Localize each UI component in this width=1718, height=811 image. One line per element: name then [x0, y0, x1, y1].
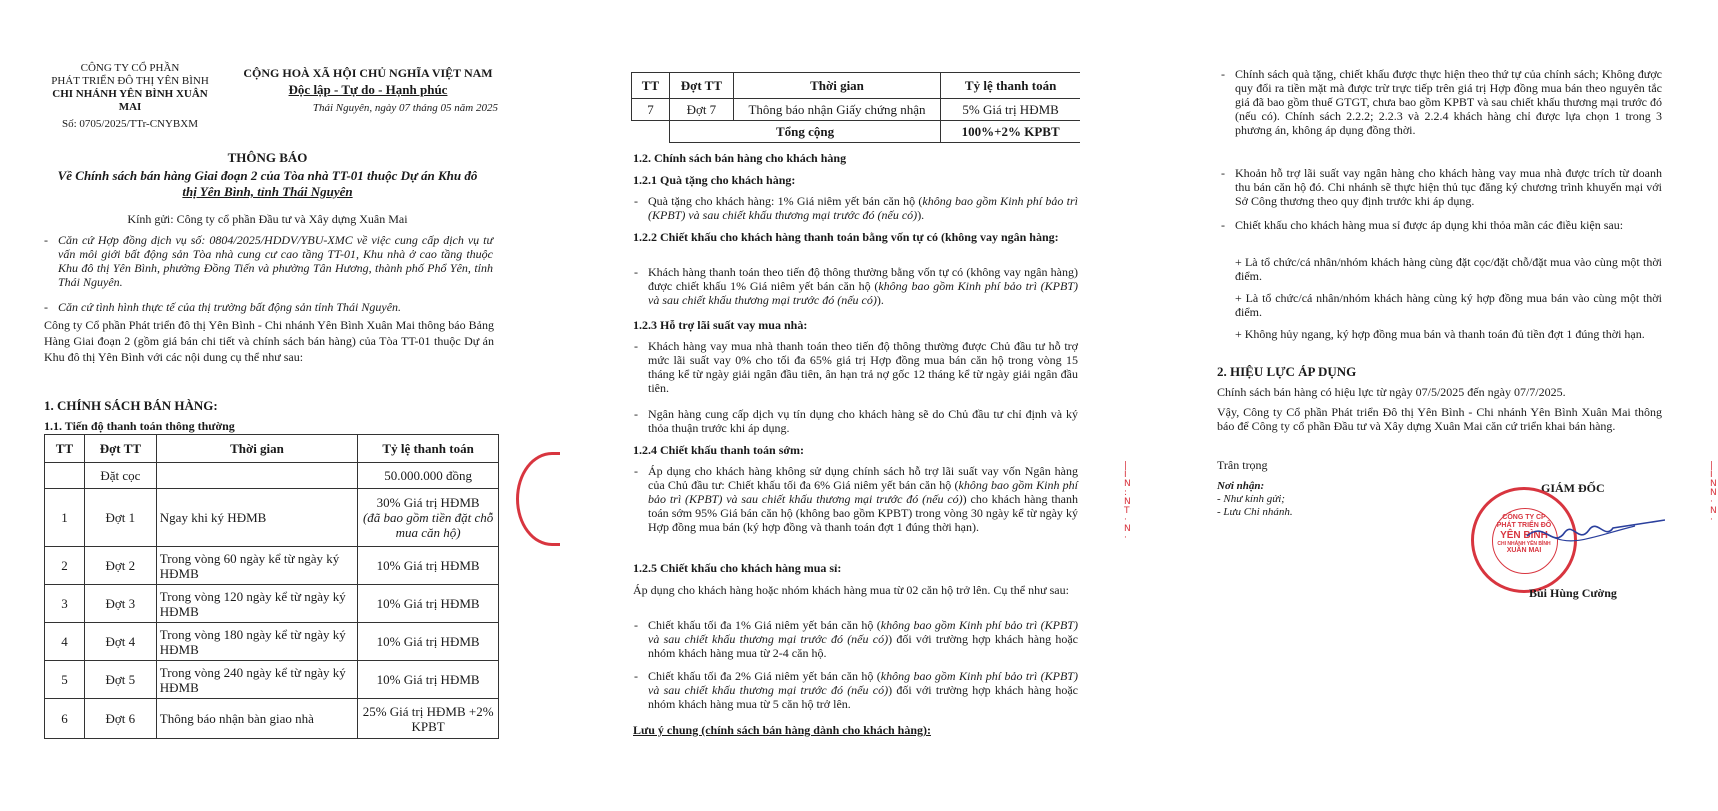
own-text: Khách hàng thanh toán theo tiến độ thông thường bằng vốn tự có (không vay ngân hàng) được chiết khấu 1% Giá niêm yết bán căn hộ ( [648, 265, 1078, 293]
table-cell: Ngay khi ký HĐMB [156, 489, 357, 547]
seal-line: XUÂN MAI [1506, 547, 1542, 554]
table-cell: 50.000.000 đồng [358, 463, 499, 489]
regards: Trân trọng [1217, 458, 1268, 472]
signer-name: Bùi Hùng Cường [1529, 586, 1617, 600]
condition-item: + Không hủy ngang, ký hợp đồng mua bán và thanh toán đủ tiền đợt 1 đúng thời hạn. [1235, 327, 1645, 341]
seal-line: CHI NHÁNH YÊN BÌNH [1497, 541, 1551, 547]
bank-designation-note: - Ngân hàng cung cấp dịch vụ tín dụng cho khách hàng sẽ do Chủ đầu tư chỉ định và ký thỏa thuận trước khi áp dụng. [648, 407, 1078, 435]
own-capital-policy [648, 265, 1078, 307]
document-title: THÔNG BÁO [227, 150, 308, 165]
table-cell: 25% Giá trị HĐMB +2% KPBT [358, 699, 499, 739]
table-header-row [632, 73, 1081, 99]
table-cell: Đợt 3 [84, 585, 156, 623]
seal-edge-mark: | I N N · N · [1710, 461, 1717, 525]
subtitle-line: Về Chính sách bán hàng Giai đoạn 2 của Tòa nhà TT-01 thuộc Dự án Khu đô [57, 168, 478, 183]
table-cell: Đợt 2 [84, 547, 156, 585]
own-end: ). [876, 293, 884, 307]
total-label: Tổng cộng [669, 121, 940, 143]
bulk-text: Chiết khấu tối đa 2% Giá niêm yết bán căn hộ ( [648, 669, 881, 683]
subsection-heading: 1.2.5 Chiết khấu cho khách hàng mua sỉ: [633, 561, 842, 575]
table-header-row [45, 435, 499, 463]
table-row [632, 99, 1081, 121]
table-cell: Trong vòng 60 ngày kể từ ngày ký HĐMB [156, 547, 357, 585]
condition-item: + Là tổ chức/cá nhân/nhóm khách hàng cùng đặt cọc/đặt chỗ/đặt mua vào cùng một thời điểm. [1235, 255, 1662, 283]
recipient-item: - Như kính gửi; [1217, 493, 1285, 505]
table-cell: 7 [632, 99, 670, 121]
table-cell: 4 [45, 623, 85, 661]
bulk-note: không bao gồm Kinh phí bảo trì (KPBT) và sau chiết khấu thương mại trước đó (nếu có) [648, 669, 1078, 697]
table-row [45, 489, 499, 547]
seal-line: YÊN BÌNH [1500, 530, 1548, 541]
bulk-discount-1 [648, 618, 1078, 660]
legal-basis-2: - Căn cứ tình hình thực tế của thị trường bất động sản tỉnh Thái Nguyên. [58, 300, 493, 314]
condition-item: + Là tổ chức/cá nhân/nhóm khách hàng cùng ký hợp đồng mua bán vào cùng một thời điểm. [1235, 291, 1662, 319]
gift-note: không bao gồm Kinh phí bảo trì (KPBT) và sau chiết khấu thương mại trước đó (nếu có) [648, 194, 1078, 222]
loan-support-policy: - Khách hàng vay mua nhà thanh toán theo tiến độ thông thường được Chủ đầu tư hỗ trợ mức lãi suất vay 0% cho tối đa 65% giá trị Hợp đồng mua bán căn hộ trong vòng 15 tháng kể từ ngày giải ngân đầu tiên, ân hạn trả nợ gốc 12 tháng kể từ ngày giải ngân đầu tiên. [648, 339, 1078, 395]
seal-edge-mark: | I N : N T · N · [1124, 461, 1131, 543]
company-line: PHÁT TRIỂN ĐÔ THỊ YÊN BÌNH [51, 75, 209, 87]
table-cell: Đợt 7 [669, 99, 733, 121]
section-heading: 1. CHÍNH SÁCH BÁN HÀNG: [44, 398, 218, 413]
general-note-2: - Khoản hỗ trợ lãi suất vay ngân hàng cho khách hàng vay mua nhà được trích từ doanh thu bán căn hộ đó. Chi nhánh sẽ thực hiện thủ tục đăng ký chương trình khuyến mại với Sở Công thương theo quy định trước khi áp dụng. [1235, 166, 1662, 208]
column-header: Tỷ lệ thanh toán [941, 73, 1080, 99]
table-row [45, 463, 499, 489]
table-cell: 10% Giá trị HĐMB [358, 585, 499, 623]
legal-basis-1: - Căn cứ Hợp đồng dịch vụ số: 0804/2025/HDDV/YBU-XMC về việc cung cấp dịch vụ tư vấn môi giới bất động sản Tòa nhà cung cư cao tầng TT-01, Khu nhà ở cao tầng thuộc Khu đô thị Yên Bình, phường Đồng Tiến và phường Tân Hương, thành phố Phổ Yên, tỉnh Thái Nguyên. [58, 233, 493, 289]
recipient-item: - Lưu Chi nhánh. [1217, 506, 1293, 518]
document-date: Thái Nguyên, ngày 07 tháng 05 năm 2025 [312, 102, 498, 114]
table-row [45, 585, 499, 623]
table-cell: Đợt 1 [84, 489, 156, 547]
subsection-heading: 1.2.4 Chiết khấu thanh toán sớm: [633, 443, 805, 457]
table-cell: Đợt 4 [84, 623, 156, 661]
bulk-end: ) đối với trường hợp khách hàng hoặc nhóm khách hàng mua từ 5 căn hộ trở lên. [648, 683, 1078, 711]
early-end: ) cho khách hàng thanh toán sớm 95% Giá bán căn hộ (không bao gồm KPBT) trong vòng 30 ngày kể từ ngày ký Hợp đồng mua bán (ký hợp đồng và thanh toán đợt 1 đúng thời hạn). [648, 492, 1078, 534]
national-header [238, 66, 498, 115]
own-note: không bao gồm Kinh phí bảo trì (KPBT) và sau chiết khấu thương mại trước đó (nếu có) [648, 279, 1078, 307]
column-header: TT [632, 73, 670, 99]
payment-schedule-table-continued [631, 72, 1080, 143]
bulk-discount-2 [648, 669, 1078, 711]
document-subtitle [40, 168, 495, 200]
table-cell: Thông báo nhận bàn giao nhà [156, 699, 357, 739]
table-cell: 1 [45, 489, 85, 547]
table-row [45, 623, 499, 661]
column-header: Đợt TT [84, 435, 156, 463]
general-note-3: - Chiết khấu cho khách hàng mua sỉ được áp dụng khi thỏa mãn các điều kiện sau: [1235, 218, 1662, 232]
table-row [45, 661, 499, 699]
subsection-heading: 1.2.3 Hỗ trợ lãi suất vay mua nhà: [633, 318, 808, 332]
early-payment-policy [648, 464, 1078, 534]
signature [1515, 500, 1665, 560]
partial-seal [516, 452, 560, 546]
table-cell: 10% Giá trị HĐMB [358, 623, 499, 661]
rate-note: (đã bao gồm tiền đặt chỗ mua căn hộ) [362, 510, 494, 540]
table-cell: 10% Giá trị HĐMB [358, 547, 499, 585]
document-page-1 [40, 0, 560, 811]
column-header: Tỷ lệ thanh toán [358, 435, 499, 463]
table-row [45, 547, 499, 585]
closing-paragraph: Vậy, Công ty Cổ phần Phát triển Đô thị Yên Bình - Chi nhánh Yên Bình Xuân Mai thông báo để Công ty cổ phần Đầu tư và Xây dựng Xuân Mai căn cứ triển khai bán hàng. [1217, 405, 1662, 433]
seal-line: CÔNG TY CP [1502, 514, 1546, 521]
column-header: Đợt TT [669, 73, 733, 99]
document-page-3 [1215, 0, 1665, 811]
signer-title: GIÁM ĐỐC [1541, 481, 1605, 495]
motto: Độc lập - Tự do - Hạnh phúc [288, 82, 448, 97]
payment-schedule-table [44, 434, 499, 739]
table-row [45, 699, 499, 739]
seal-line: PHÁT TRIỂN ĐÔ [1496, 522, 1552, 529]
recipient-line: Kính gửi: Công ty cổ phần Đầu tư và Xây dựng Xuân Mai [127, 212, 408, 226]
recipients-list [1217, 493, 1293, 519]
early-note: không bao gồm Kinh phí bảo trì (KPBT) và sau chiết khấu thương mại trước đó (nếu có) [648, 478, 1078, 506]
table-cell: Đợt 5 [84, 661, 156, 699]
column-header: Thời gian [156, 435, 357, 463]
bulk-text: Chiết khấu tối đa 1% Giá niêm yết bán căn hộ ( [648, 618, 881, 632]
company-header [40, 62, 220, 131]
subtitle-line: thị Yên Bình, tỉnh Thái Nguyên [182, 184, 353, 199]
table-cell: Trong vòng 240 ngày kể từ ngày ký HĐMB [156, 661, 357, 699]
document-page-2 [630, 0, 1080, 811]
gift-end: ). [917, 208, 925, 222]
bulk-note: không bao gồm Kinh phí bảo trì (KPBT) và sau chiết khấu thương mại trước đó (nếu có) [648, 618, 1078, 646]
gift-policy [648, 194, 1078, 222]
table-cell: 2 [45, 547, 85, 585]
table-cell: Trong vòng 120 ngày kể từ ngày ký HĐMB [156, 585, 357, 623]
subsection-heading: 1.1. Tiến độ thanh toán thông thường [44, 419, 235, 433]
section-heading: 2. HIỆU LỰC ÁP DỤNG [1217, 364, 1357, 379]
total-value: 100%+2% KPBT [941, 121, 1080, 143]
rate-value: 30% Giá trị HĐMB [376, 495, 480, 510]
company-line: CÔNG TY CỔ PHẦN [80, 62, 180, 74]
subsection-heading: 1.2.2 Chiết khấu cho khách hàng thanh toán bằng vốn tự có (không vay ngân hàng: [633, 230, 1059, 244]
document-number: Số: 0705/2025/TTr-CNYBXM [62, 118, 198, 130]
table-cell: Đặt cọc [84, 463, 156, 489]
table-cell: 5 [45, 661, 85, 699]
nation-title: CỘNG HOÀ XÃ HỘI CHỦ NGHĨA VIỆT NAM [243, 66, 493, 80]
general-note-1: - Chính sách quà tặng, chiết khấu được thực hiện theo thứ tự của chính sách; Không được quy đổi ra tiền mặt mà được trừ trực tiếp trên giá trị Hợp đồng mua bán theo nguyên tắc giá đã bao gồm thuế GTGT, chưa bao gồm KPBT và sau chiết khấu thương mại trước đó (nếu có). Chính sách 2.2.2; 2.2.3 và 2.2.4 khách hàng chỉ được lựa chọn 1 trong 3 phương án, không áp dụng đồng thời. [1235, 67, 1662, 137]
validity-statement: Chính sách bán hàng có hiệu lực từ ngày 07/5/2025 đến ngày 07/7/2025. [1217, 385, 1566, 399]
table-total-row [632, 121, 1081, 143]
branch-name: CHI NHÁNH YÊN BÌNH XUÂN MAI [52, 88, 208, 113]
column-header: Thời gian [733, 73, 940, 99]
table-cell: Đợt 6 [84, 699, 156, 739]
subsection-heading: 1.2. Chính sách bán hàng cho khách hàng [633, 151, 847, 165]
bulk-intro: Áp dụng cho khách hàng hoặc nhóm khách hàng mua từ 02 căn hộ trở lên. Cụ thể như sau: [633, 583, 1069, 597]
subsection-heading: 1.2.1 Quà tặng cho khách hàng: [633, 173, 796, 187]
general-note-heading: Lưu ý chung (chính sách bán hàng dành cho khách hàng): [633, 723, 931, 737]
table-cell: 6 [45, 699, 85, 739]
table-cell: 10% Giá trị HĐMB [358, 661, 499, 699]
bulk-end: ) đối với trường hợp khách hàng hoặc nhóm khách hàng mua từ 2-4 căn hộ. [648, 632, 1078, 660]
table-cell: Trong vòng 180 ngày kể từ ngày ký HĐMB [156, 623, 357, 661]
early-text: Áp dụng cho khách hàng không sử dụng chính sách hỗ trợ lãi suất vay vốn Ngân hàng của Chủ đầu tư: Chiết khấu tối đa 6% Giá niêm yết bán căn hộ ( [648, 464, 1078, 492]
table-cell [358, 489, 499, 547]
recipients-label: Nơi nhận: [1217, 480, 1265, 492]
table-cell: Thông báo nhận Giấy chứng nhận [733, 99, 940, 121]
table-cell: 5% Giá trị HĐMB [941, 99, 1080, 121]
column-header: TT [45, 435, 85, 463]
table-cell [45, 463, 85, 489]
gift-text: Quà tặng cho khách hàng: 1% Giá niêm yết bán căn hộ ( [648, 194, 923, 208]
intro-paragraph: Công ty Cổ phần Phát triển đô thị Yên Bình - Chi nhánh Yên Bình Xuân Mai thông báo Bảng Hàng Giai đoạn 2 (gồm giá bán chi tiết và chính sách bán hàng) của Tòa TT-01 thuộc Dự án Khu đô thị Yên Bình với các nội dung cụ thể như sau: [44, 318, 494, 364]
table-cell: 3 [45, 585, 85, 623]
table-cell [156, 463, 357, 489]
